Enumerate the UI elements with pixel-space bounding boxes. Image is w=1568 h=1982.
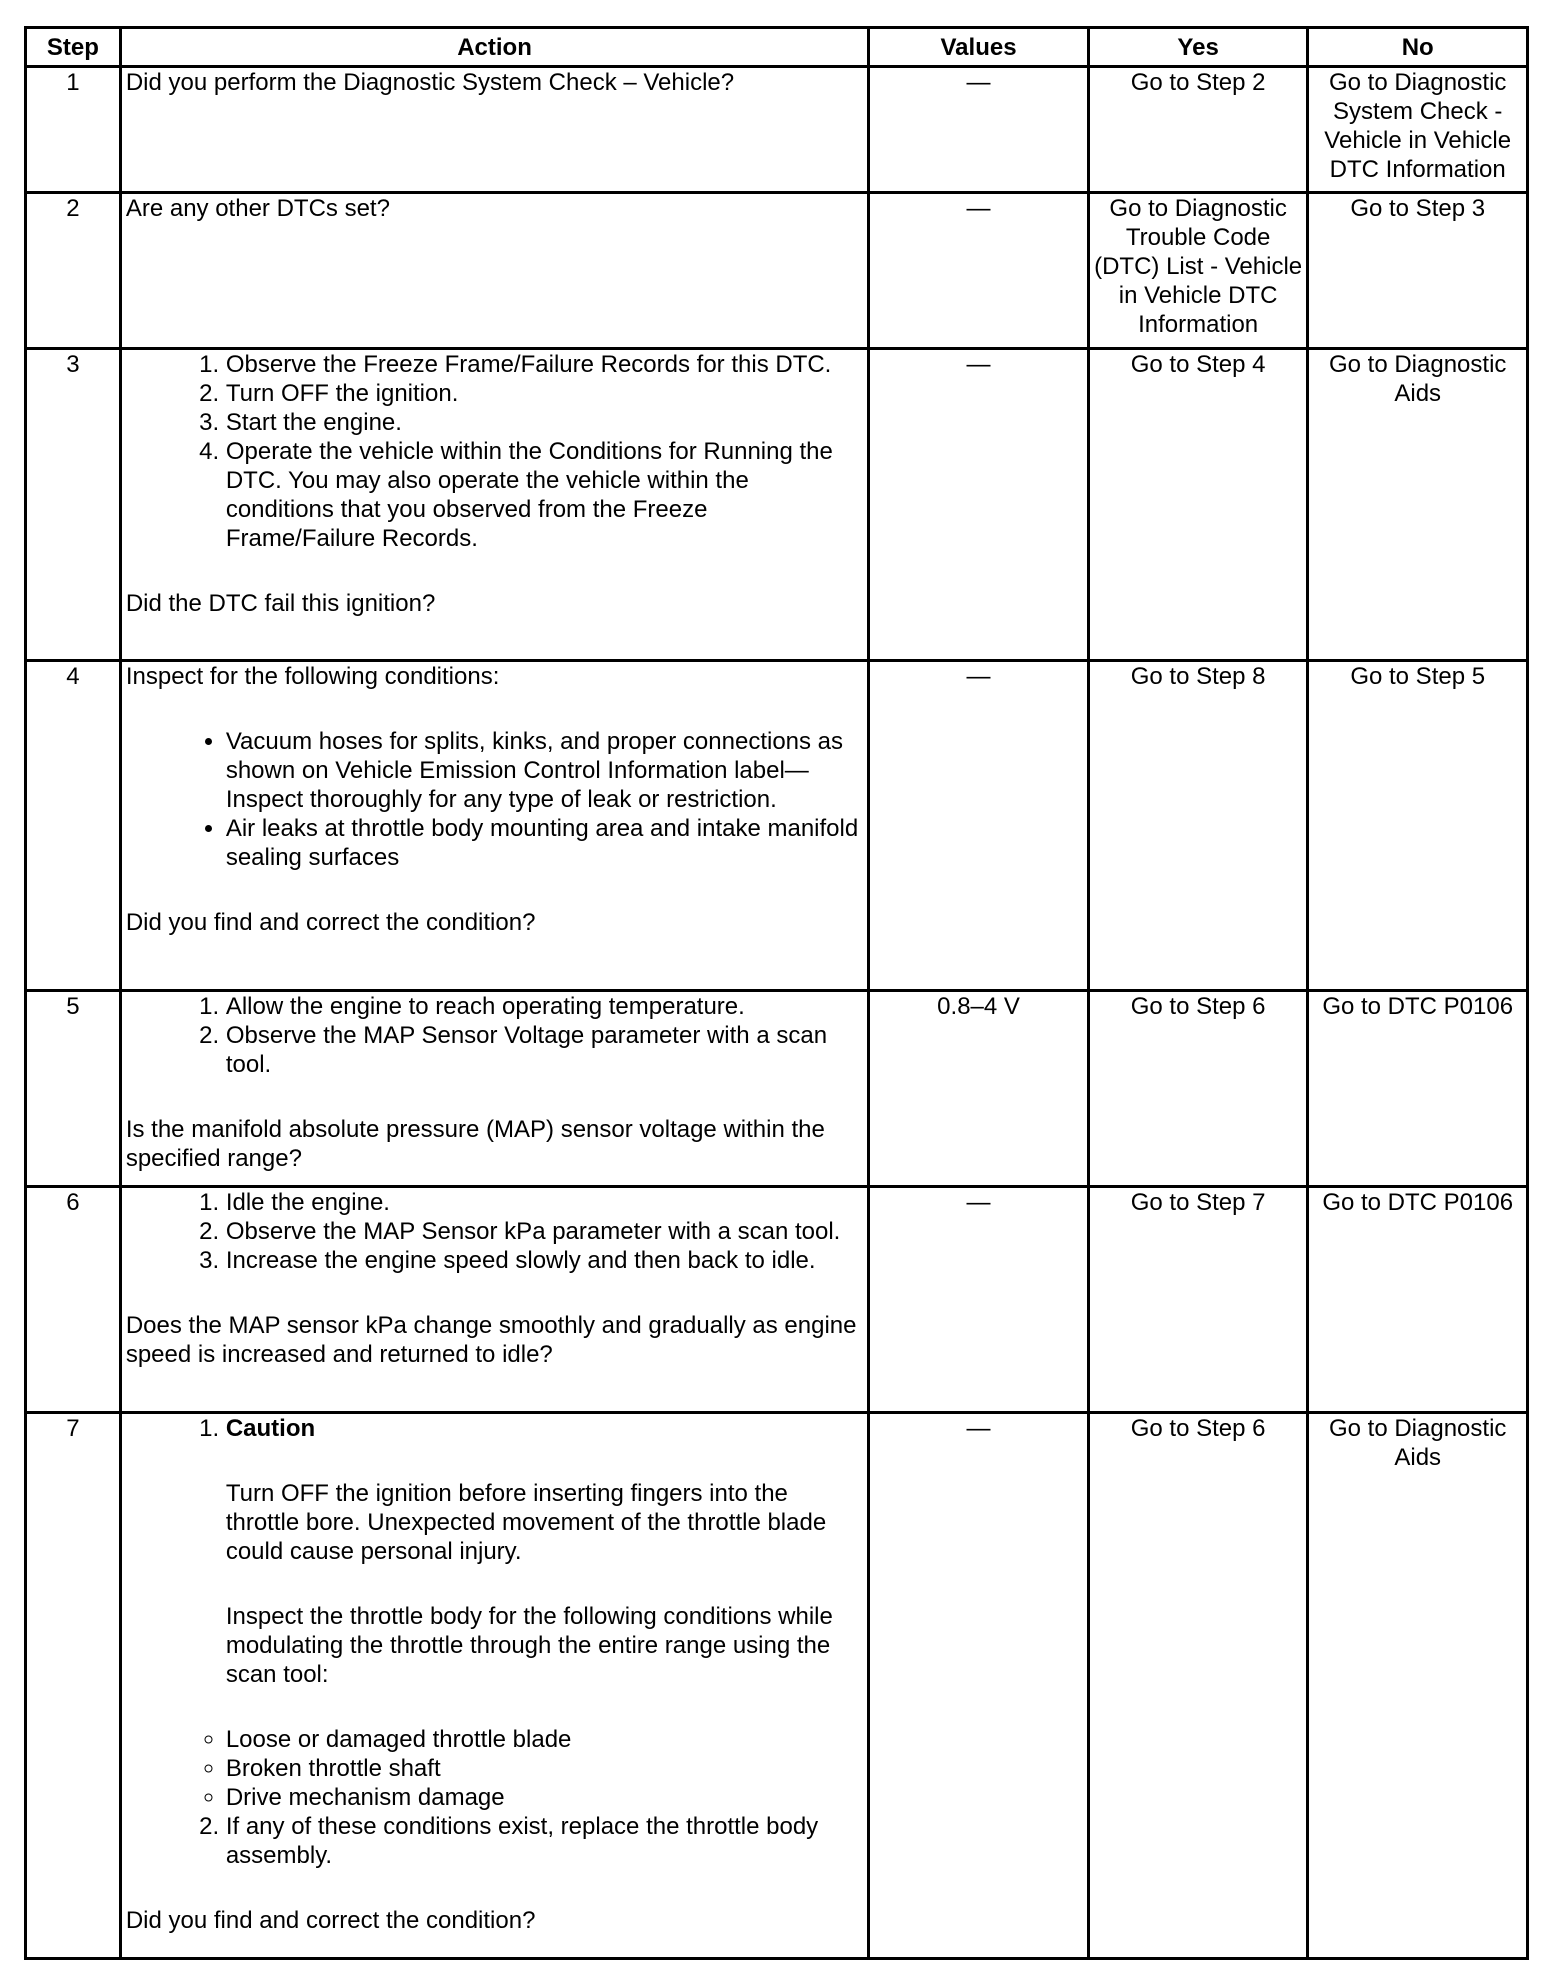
value-cell: 0.8–4 V (869, 991, 1089, 1187)
question-text: Did you perform the Diagnostic System Check – Vehicle? (125, 69, 735, 96)
table-row (26, 1187, 1528, 1413)
no-cell: Go to DTC P0106 (1308, 1187, 1528, 1413)
list-item: 2. If any of these conditions exist, replace the throttle body assembly. (226, 1812, 863, 1870)
yes-cell: Go to Diagnostic Trouble Code (DTC) List - Vehicle in Vehicle DTC Information (1088, 193, 1308, 349)
table-row (26, 67, 1528, 193)
step-number: 5 (26, 991, 121, 1187)
table-row (26, 991, 1528, 1187)
action-cell (120, 193, 868, 349)
list-item: 1. Observe the Freeze Frame/Failure Records for this DTC. (226, 350, 863, 379)
step-number: 3 (26, 349, 121, 661)
header-yes: Yes (1088, 28, 1308, 67)
caution-title: Caution (225, 1415, 316, 1442)
yes-cell: Go to Step 6 (1088, 1413, 1308, 1959)
list-item: 1. Idle the engine. (226, 1188, 863, 1217)
sub-list-item: ◦ Drive mechanism damage (226, 1783, 863, 1812)
step-number: 7 (26, 1413, 121, 1959)
value-cell: — (869, 67, 1089, 193)
value-cell: — (869, 1413, 1089, 1959)
inspect-text: Inspect the throttle body for the following conditions while modulating the throttle through the entire range using the scan tool: (225, 1603, 833, 1688)
action-cell (120, 661, 868, 991)
yes-cell: Go to Step 6 (1088, 991, 1308, 1187)
step-number: 6 (26, 1187, 121, 1413)
list-item: 3. Increase the engine speed slowly and then back to idle. (226, 1246, 863, 1275)
diagnostic-table (24, 26, 1529, 1960)
numbered-list (126, 1188, 863, 1275)
header-row (26, 28, 1528, 67)
list-item: 2. Observe the MAP Sensor kPa parameter with a scan tool. (226, 1217, 863, 1246)
value-cell: — (869, 193, 1089, 349)
question-text: Are any other DTCs set? (125, 195, 390, 222)
value-cell: — (869, 349, 1089, 661)
question-text: Is the manifold absolute pressure (MAP) sensor voltage within the specified range? (125, 1116, 825, 1172)
table-row (26, 349, 1528, 661)
no-cell: Go to Diagnostic System Check - Vehicle in Vehicle DTC Information (1308, 67, 1528, 193)
intro-text: Inspect for the following conditions: (125, 663, 500, 690)
action-cell (120, 67, 868, 193)
no-cell: Go to Diagnostic Aids (1308, 1413, 1528, 1959)
question-text: Did you find and correct the condition? (125, 909, 536, 936)
list-item: 1. Allow the engine to reach operating temperature. (226, 992, 863, 1021)
question-text: Does the MAP sensor kPa change smoothly and gradually as engine speed is increased and returned to idle? (125, 1312, 857, 1368)
action-cell (120, 991, 868, 1187)
list-item (226, 1414, 863, 1812)
step-number: 4 (26, 661, 121, 991)
sub-list-item: ◦ Broken throttle shaft (226, 1754, 863, 1783)
question-text: Did the DTC fail this ignition? (125, 590, 436, 617)
table-row (26, 661, 1528, 991)
yes-cell: Go to Step 2 (1088, 67, 1308, 193)
action-cell (120, 1413, 868, 1959)
action-cell (120, 1187, 868, 1413)
header-step: Step (26, 28, 121, 67)
caution-text: Turn OFF the ignition before inserting fingers into the throttle bore. Unexpected movement of the throttle blade could cause personal injury. (225, 1480, 827, 1565)
numbered-list (126, 350, 863, 553)
no-cell: Go to Step 5 (1308, 661, 1528, 991)
list-item: 4. Operate the vehicle within the Conditions for Running the DTC. You may also operate the vehicle within the conditions that you observed from the Freeze Frame/Failure Records. (226, 437, 863, 553)
sub-list (126, 1725, 863, 1812)
no-cell: Go to Diagnostic Aids (1308, 349, 1528, 661)
yes-cell: Go to Step 8 (1088, 661, 1308, 991)
sub-list-item: ◦ Loose or damaged throttle blade (226, 1725, 863, 1754)
list-item: • Air leaks at throttle body mounting area and intake manifold sealing surfaces (226, 814, 863, 872)
list-item: • Vacuum hoses for splits, kinks, and proper connections as shown on Vehicle Emission Control Information label—Inspect thoroughly for any type of leak or restriction. (226, 727, 863, 814)
step-number: 1 (26, 67, 121, 193)
no-cell: Go to DTC P0106 (1308, 991, 1528, 1187)
numbered-list (126, 992, 863, 1079)
table-row (26, 193, 1528, 349)
header-values: Values (869, 28, 1089, 67)
list-item: 3. Start the engine. (226, 408, 863, 437)
no-cell: Go to Step 3 (1308, 193, 1528, 349)
yes-cell: Go to Step 7 (1088, 1187, 1308, 1413)
table-row (26, 1413, 1528, 1959)
value-cell: — (869, 661, 1089, 991)
header-no: No (1308, 28, 1528, 67)
question-text: Did you find and correct the condition? (125, 1907, 536, 1934)
numbered-list (126, 1414, 863, 1870)
list-item: 2. Turn OFF the ignition. (226, 379, 863, 408)
list-item: 2. Observe the MAP Sensor Voltage parameter with a scan tool. (226, 1021, 863, 1079)
header-action: Action (120, 28, 868, 67)
value-cell: — (869, 1187, 1089, 1413)
bullet-list (126, 727, 863, 872)
step-number: 2 (26, 193, 121, 349)
action-cell (120, 349, 868, 661)
yes-cell: Go to Step 4 (1088, 349, 1308, 661)
